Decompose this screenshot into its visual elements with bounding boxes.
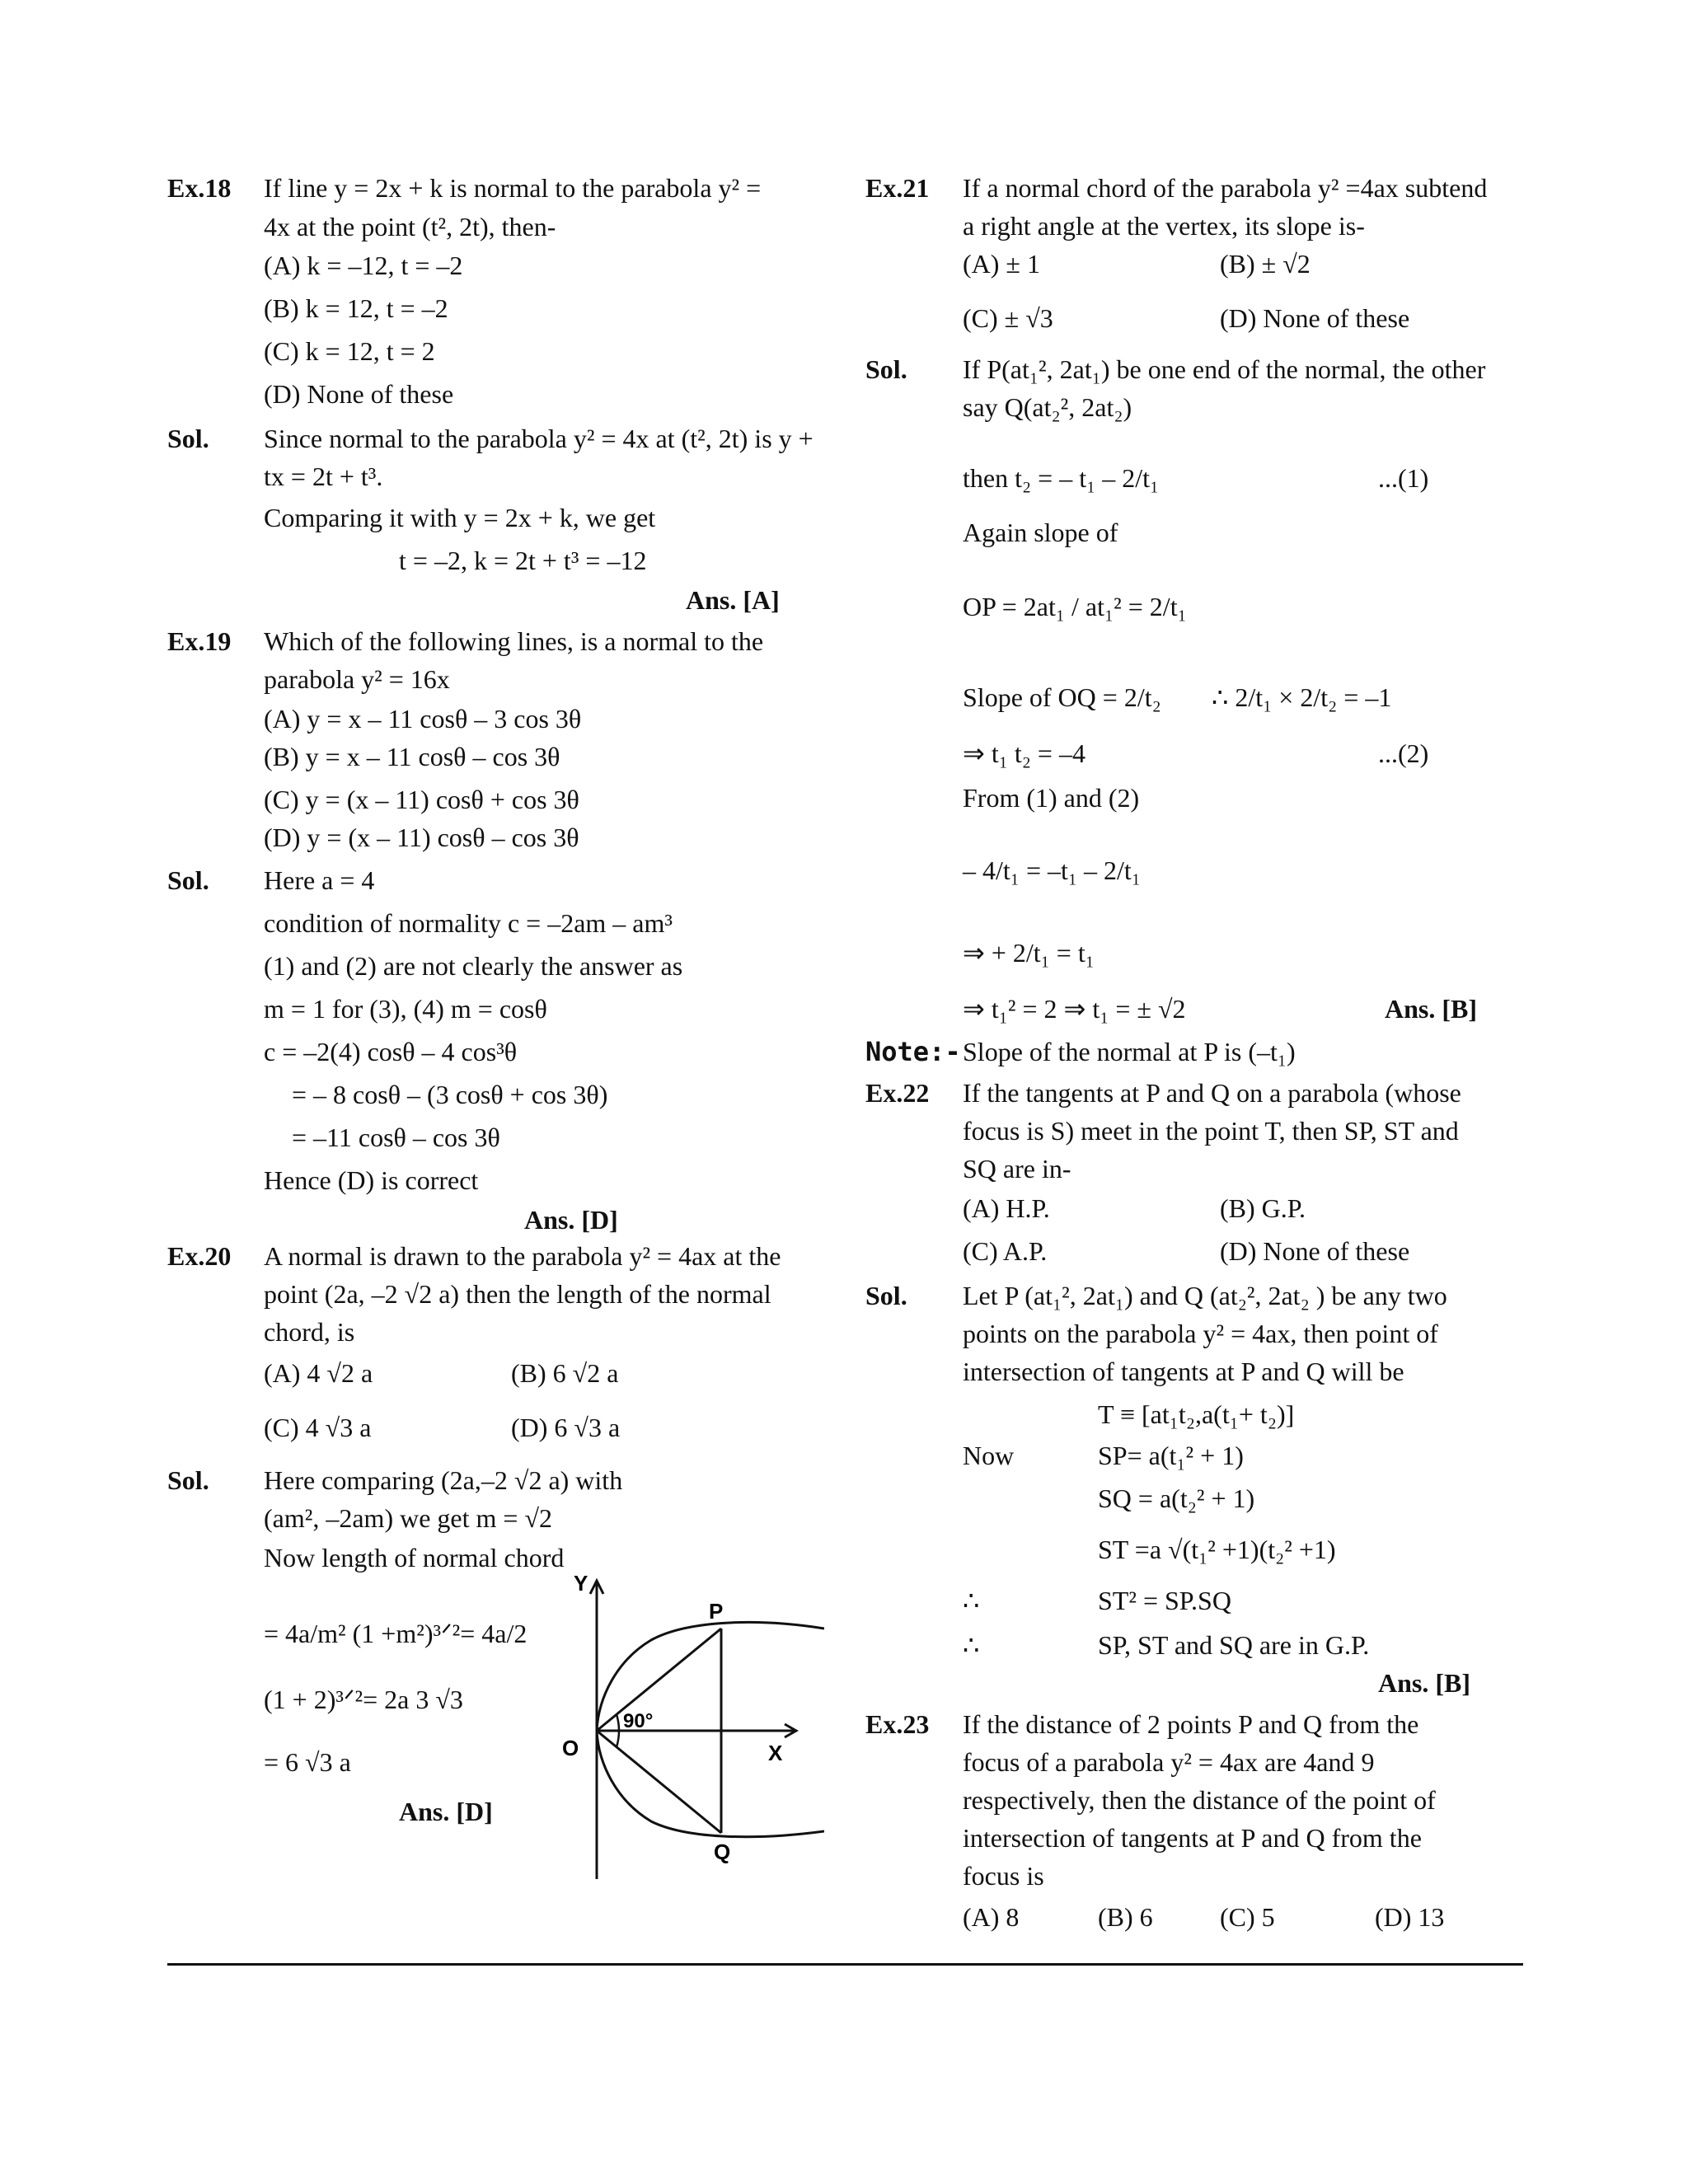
left-line-l11: Comparing it with y = 2x + k, we get <box>264 503 656 532</box>
right-line-r25: Slope of the normal at P is (–t₁) <box>963 1037 1296 1066</box>
left-line-l09: Since normal to the parabola y² = 4x at (t², 2t) is y + <box>264 424 814 453</box>
left-line-l46: Ans. [D] <box>399 1797 493 1826</box>
right-line-r04: (A) ± 1 <box>963 249 1040 279</box>
left-line-l17: (A) y = x – 11 cosθ – 3 cos 3θ <box>264 704 582 733</box>
right-line-r08: Sol. <box>865 354 907 384</box>
y-axis-label: Y <box>574 1574 588 1596</box>
right-line-r14: OP = 2at₁ / at₁² = 2/t₁ <box>963 592 1187 621</box>
right-line-r32: (C) A.P. <box>963 1236 1048 1266</box>
right-line-r47: Ans. [B] <box>1378 1668 1471 1698</box>
footer-rule <box>167 1963 1523 1966</box>
right-line-r35: Let P (at₁², 2at₁) and Q (at₂², 2at₂ ) be any two <box>963 1281 1447 1310</box>
left-line-l26: c = –2(4) cosθ – 4 cos³θ <box>264 1037 518 1066</box>
right-line-r18: ...(2) <box>1378 738 1429 768</box>
left-line-l20: (D) y = (x – 11) cosθ – cos 3θ <box>264 823 579 852</box>
left-line-l03: 4x at the point (t², 2t), then- <box>264 212 556 241</box>
right-line-r03: a right angle at the vertex, its slope is- <box>963 211 1365 241</box>
left-line-l04: (A) k = –12, t = –2 <box>264 251 463 280</box>
right-line-r17: ⇒ t₁ t₂ = –4 <box>963 738 1085 768</box>
right-line-r48: Ex.23 <box>865 1709 930 1739</box>
right-line-r10: say Q(at₂², 2at₂) <box>963 392 1132 422</box>
right-line-r12: ...(1) <box>1378 463 1429 493</box>
right-line-r20: – 4/t₁ = –t₁ – 2/t₁ <box>963 855 1141 885</box>
left-line-l05: (B) k = 12, t = –2 <box>264 293 448 323</box>
right-line-r22: ⇒ t₁² = 2 ⇒ t₁ = ± √2 <box>963 994 1186 1024</box>
left-line-l15: Which of the following lines, is a normal to the <box>264 626 764 656</box>
right-line-r23: Ans. [B] <box>1385 994 1478 1024</box>
right-line-r49: If the distance of 2 points P and Q from the <box>963 1709 1419 1739</box>
right-line-r55: (B) 6 <box>1098 1902 1153 1932</box>
right-line-r30: (A) H.P. <box>963 1193 1050 1223</box>
right-line-r31: (B) G.P. <box>1220 1193 1306 1223</box>
left-line-l22: Here a = 4 <box>264 865 375 895</box>
right-line-r21: ⇒ + 2/t₁ = t₁ <box>963 938 1095 968</box>
right-line-r36: points on the parabola y² = 4ax, then point of <box>963 1319 1438 1348</box>
left-line-l18: (B) y = x – 11 cosθ – cos 3θ <box>264 742 560 771</box>
left-line-l42: Now length of normal chord <box>264 1543 565 1572</box>
right-line-r37: intersection of tangents at P and Q will be <box>963 1357 1404 1386</box>
right-line-r27: If the tangents at P and Q on a parabola (whose <box>963 1078 1461 1108</box>
right-line-r11: then t₂ = – t₁ – 2/t₁ <box>963 463 1160 493</box>
left-line-l41: (am², –2am) we get m = √2 <box>264 1503 552 1533</box>
left-line-l01: Ex.18 <box>167 173 232 203</box>
left-line-l23: condition of normality c = –2am – am³ <box>264 908 673 938</box>
left-line-l25: m = 1 for (3), (4) m = cosθ <box>264 994 547 1024</box>
left-line-l44: (1 + 2)³ᐟ²= 2a 3 √3 <box>264 1685 463 1714</box>
right-line-r26: Ex.22 <box>865 1078 930 1108</box>
right-line-r06: (C) ± √3 <box>963 303 1053 333</box>
left-line-l40: Here comparing (2a,–2 √2 a) with <box>264 1465 623 1495</box>
left-line-l12: t = –2, k = 2t + t³ = –12 <box>399 546 647 575</box>
right-line-r51: respectively, then the distance of the point of <box>963 1785 1436 1815</box>
right-line-r56: (C) 5 <box>1220 1902 1275 1932</box>
left-line-l29: Hence (D) is correct <box>264 1165 479 1195</box>
left-line-l39: Sol. <box>167 1465 209 1495</box>
right-line-r05: (B) ± √2 <box>1220 249 1311 279</box>
right-line-r38: T ≡ [at₁t₂,a(t₁+ t₂)] <box>1098 1399 1295 1429</box>
left-line-l45: = 6 √3 a <box>264 1747 351 1777</box>
left-line-l10: tx = 2t + t³. <box>264 462 383 491</box>
point-p-label: P <box>709 1599 724 1624</box>
right-line-r39: Now <box>963 1441 1015 1470</box>
right-line-r24: Note:- <box>865 1036 961 1067</box>
left-line-l24: (1) and (2) are not clearly the answer as <box>264 951 683 981</box>
left-line-l14: Ex.19 <box>167 626 232 656</box>
right-line-r43: ∴ <box>963 1586 980 1615</box>
right-line-r02: If a normal chord of the parabola y² =4ax subtend <box>963 173 1488 203</box>
left-line-l36: (B) 6 √2 a <box>511 1358 619 1388</box>
right-line-r28: focus is S) meet in the point T, then SP, ST and <box>963 1116 1459 1146</box>
right-line-r57: (D) 13 <box>1375 1902 1445 1932</box>
left-line-l07: (D) None of these <box>264 379 454 409</box>
left-line-l16: parabola y² = 16x <box>264 664 450 694</box>
left-line-l21: Sol. <box>167 865 209 895</box>
point-q-label: Q <box>714 1840 731 1864</box>
right-line-r13: Again slope of <box>963 518 1118 547</box>
line-op <box>597 1629 721 1731</box>
right-line-r44: ST² = SP.SQ <box>1098 1586 1231 1615</box>
right-line-r19: From (1) and (2) <box>963 783 1140 813</box>
left-line-l38: (D) 6 √3 a <box>511 1413 621 1442</box>
left-line-l02: If line y = 2x + k is normal to the parabola y² = <box>264 173 762 203</box>
origin-label: O <box>562 1736 579 1760</box>
right-line-r34: Sol. <box>865 1281 907 1310</box>
left-line-l28: = –11 cosθ – cos 3θ <box>292 1122 500 1152</box>
left-line-l13: Ans. [A] <box>686 585 780 615</box>
right-line-r54: (A) 8 <box>963 1902 1020 1932</box>
parabola-figure <box>544 1574 824 1887</box>
right-line-r50: focus of a parabola y² = 4ax are 4and 9 <box>963 1747 1375 1777</box>
x-axis-label: X <box>768 1741 783 1765</box>
left-line-l27: = – 8 cosθ – (3 cosθ + cos 3θ) <box>292 1080 608 1109</box>
right-line-r15: Slope of OQ = 2/t₂ <box>963 682 1161 712</box>
left-line-l06: (C) k = 12, t = 2 <box>264 336 435 366</box>
right-line-r41: SQ = a(t₂² + 1) <box>1098 1483 1255 1513</box>
right-line-r42: ST =a √(t₁² +1)(t₂² +1) <box>1098 1535 1336 1564</box>
left-line-l43: = 4a/m² (1 +m²)³ᐟ²= 4a/2 <box>264 1619 528 1648</box>
left-line-l34: chord, is <box>264 1317 355 1347</box>
left-line-l32: A normal is drawn to the parabola y² = 4ax at the <box>264 1241 781 1271</box>
right-line-r46: SP, ST and SQ are in G.P. <box>1098 1630 1370 1660</box>
line-oq <box>597 1731 721 1833</box>
left-line-l35: (A) 4 √2 a <box>264 1358 373 1388</box>
right-line-r16: ∴ 2/t₁ × 2/t₂ = –1 <box>1212 682 1392 712</box>
right-line-r40: SP= a(t₁² + 1) <box>1098 1441 1244 1470</box>
angle-label: 90° <box>623 1710 654 1732</box>
right-line-r09: If P(at₁², 2at₁) be one end of the normal, the other <box>963 354 1486 384</box>
right-line-r07: (D) None of these <box>1220 303 1410 333</box>
right-line-r29: SQ are in- <box>963 1154 1071 1183</box>
right-line-r01: Ex.21 <box>865 173 930 203</box>
right-line-r33: (D) None of these <box>1220 1236 1410 1266</box>
right-line-r53: focus is <box>963 1861 1044 1891</box>
left-line-l30: Ans. [D] <box>524 1205 618 1235</box>
right-line-r45: ∴ <box>963 1630 980 1660</box>
left-line-l37: (C) 4 √3 a <box>264 1413 372 1442</box>
left-line-l33: point (2a, –2 √2 a) then the length of the normal <box>264 1279 771 1309</box>
right-line-r52: intersection of tangents at P and Q from the <box>963 1823 1422 1853</box>
left-line-l31: Ex.20 <box>167 1241 232 1271</box>
left-line-l19: (C) y = (x – 11) cosθ + cos 3θ <box>264 785 579 814</box>
left-line-l08: Sol. <box>167 424 209 453</box>
